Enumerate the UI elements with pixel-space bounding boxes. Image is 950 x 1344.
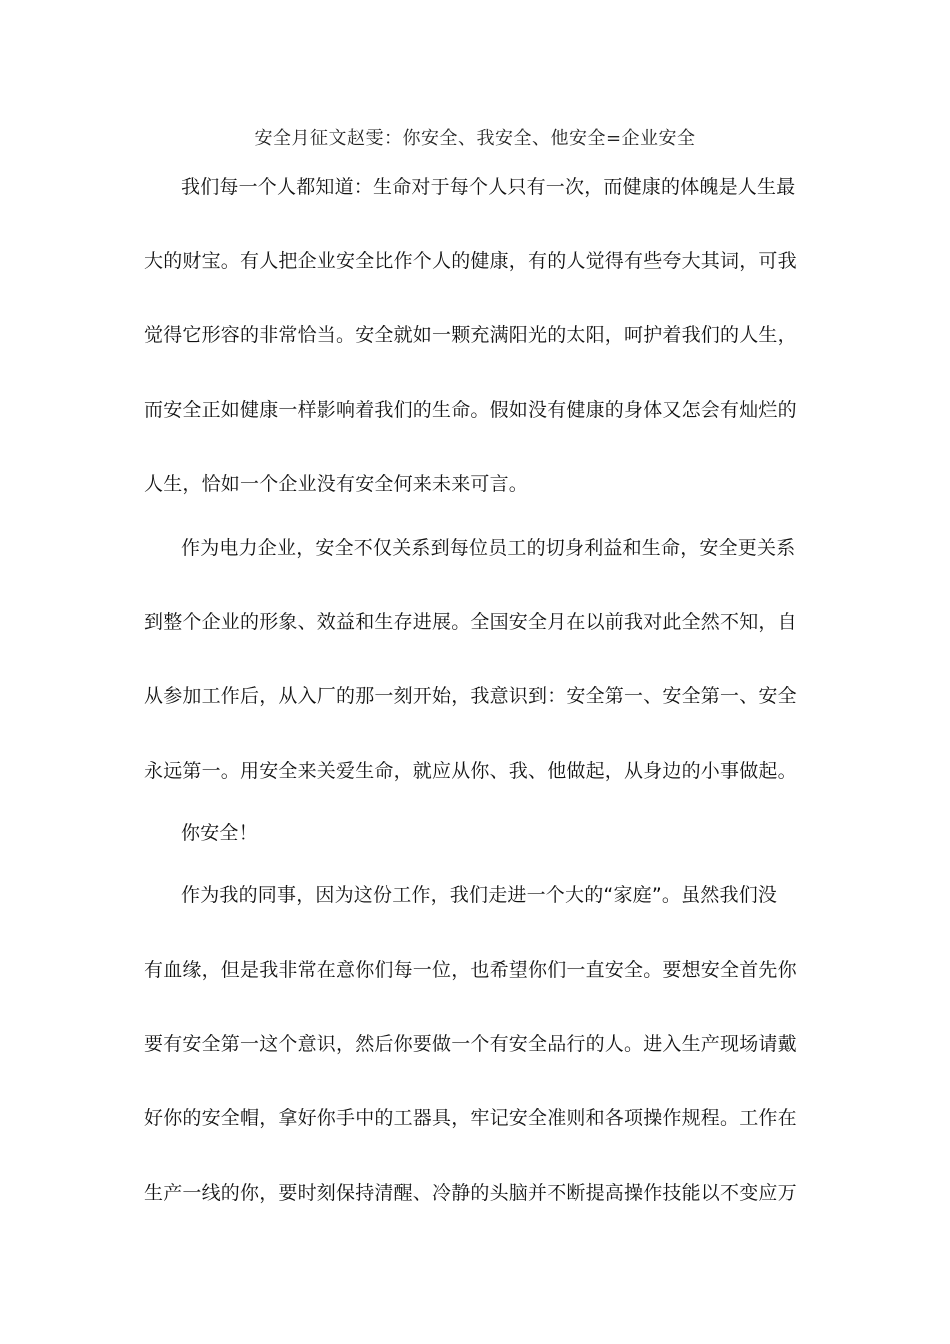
paragraph-3-line-5: 生产一线的你，要时刻保持清醒、冷静的头脑并不断提高操作技能以不变应万: [144, 1182, 797, 1204]
paragraph-1-line-1: 我们每一个人都知道：生命对于每个人只有一次，而健康的体魄是人生最: [181, 176, 796, 198]
paragraph-3-line-4: 好你的安全帽，拿好你手中的工器具，牢记安全准则和各项操作规程。工作在: [144, 1107, 797, 1129]
paragraph-2-line-1: 作为电力企业，安全不仅关系到每位员工的切身利益和生命，安全更关系: [181, 537, 796, 559]
paragraph-1-line-4: 而安全正如健康一样影响着我们的生命。假如没有健康的身体又怎会有灿烂的: [144, 399, 797, 421]
paragraph-3-line-1: 作为我的同事，因为这份工作，我们走进一个大的“家庭”。虽然我们没: [181, 884, 778, 906]
document-title: 安全月征文赵雯：你安全、我安全、他安全=企业安全: [254, 128, 696, 149]
paragraph-1-line-2: 大的财宝。有人把企业安全比作个人的健康，有的人觉得有些夸大其词，可我: [144, 250, 797, 272]
paragraph-1-line-5: 人生，恰如一个企业没有安全何来未来可言。: [144, 473, 529, 495]
paragraph-2-line-3: 从参加工作后，从入厂的那一刻开始，我意识到：安全第一、安全第一、安全: [144, 685, 797, 707]
paragraph-3-line-3: 要有安全第一这个意识，然后你要做一个有安全品行的人。进入生产现场请戴: [144, 1033, 797, 1055]
paragraph-1-line-3: 觉得它形容的非常恰当。安全就如一颗充满阳光的太阳，呵护着我们的人生，: [144, 324, 797, 346]
section-heading-you-safe: 你安全！: [181, 822, 258, 844]
paragraph-2-line-2: 到整个企业的形象、效益和生存进展。全国安全月在以前我对此全然不知，自: [144, 611, 797, 633]
paragraph-2-line-4: 永远第一。用安全来关爱生命，就应从你、我、他做起，从身边的小事做起。: [144, 760, 797, 782]
paragraph-3-line-2: 有血缘，但是我非常在意你们每一位，也希望你们一直安全。要想安全首先你: [144, 959, 797, 981]
